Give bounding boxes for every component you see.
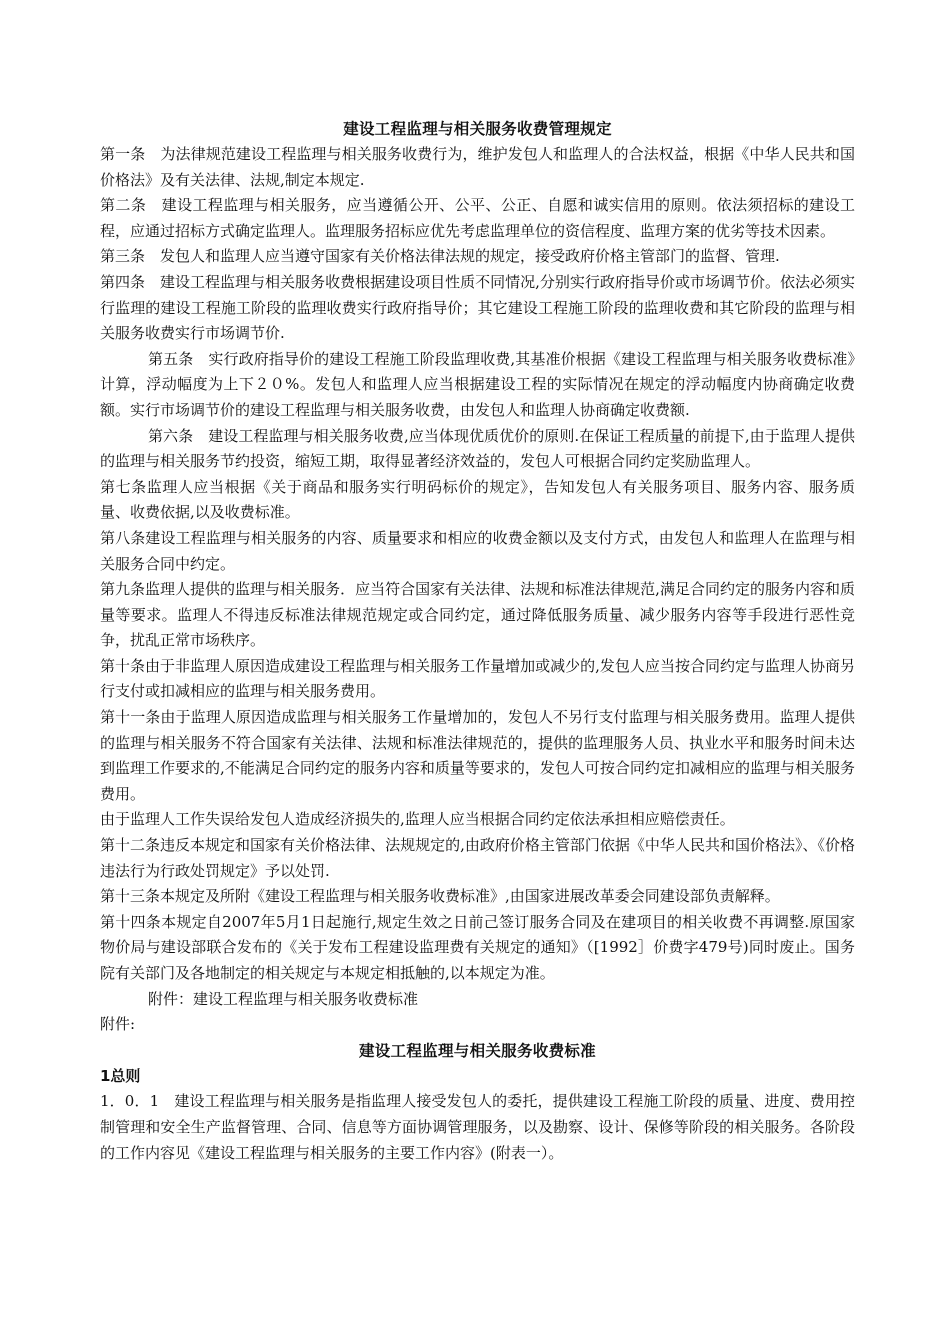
section-title: 1总则 [100,1066,141,1085]
article-5: 第五条 实行政府指导价的建设工程施工阶段监理收费,其基准价根据《建设工程监理与相关服务收费标准》计算，浮动幅度为上下２０%。发包人和监理人应当根据建设工程的实际情况在规定的浮动幅度内协商确定收费额。实行市场调节价的建设工程监理与相关服务收费，由发包人和监理人协商确定收费额. [100,349,855,419]
article-11: 第十一条由于监理人原因造成监理与相关服务工作量增加的，发包人不另行支付监理与相关服务费用。监理人提供的监理与相关服务不符合国家有关法律、法规和标准法律规范的，提供的监理服务人员、执业水平和服务时间未达到监理工作要求的,不能满足合同约定的服务内容和质量等要求的，发包人可按合同约定扣减相应的监理与相关服务费用。 [100,708,855,803]
article-4: 第四条 建设工程监理与相关服务收费根据建设项目性质不同情况,分别实行政府指导价或市场调节价。依法必须实行监理的建设工程施工阶段的监理收费实行政府指导价；其它建设工程施工阶段的监理收费和其它阶段的监理与相关服务收费实行市场调节价. [100,272,855,343]
attachment-label: 附件: [100,1015,136,1034]
article-2: 第二条 建设工程监理与相关服务，应当遵循公开、公平、公正、自愿和诚实信用的原则。依法须招标的建设工程，应通过招标方式确定监理人。监理服务招标应优先考虑监理单位的资信程度、监理方案的优劣等技术因素。 [100,196,855,240]
article-6: 第六条 建设工程监理与相关服务收费,应当体现优质优价的原则.在保证工程质量的前提下,由于监理人提供的监理与相关服务节约投资，缩短工期，取得显著经济效益的，发包人可根据合同约定奖励监理人。 [100,426,855,471]
article-9: 第九条监理人提供的监理与相关服务．应当符合国家有关法律、法规和标准法律规范,满足合同约定的服务内容和质量等要求。监理人不得违反标准法律规范规定或合同约定，通过降低服务质量、减少服务内容等手段进行恶性竞争，扰乱正常市场秩序。 [100,580,855,650]
standard-subtitle: 建设工程监理与相关服务收费标准 [358,1041,596,1060]
article-3: 第三条 发包人和监理人应当遵守国家有关价格法律法规的规定，接受政府价格主管部门的监督、管理. [100,247,780,266]
article-8: 第八条建设工程监理与相关服务的内容、质量要求和相应的收费金额以及支付方式，由发包人和监理人在监理与相关服务合同中约定。 [100,528,855,573]
section-paragraph: 1．0．1 建设工程监理与相关服务是指监理人接受发包人的委托，提供建设工程施工阶段的质量、进度、费用控制管理和安全生产监督管理、合同、信息等方面协调管理服务，以及勘察、设计、保修等阶段的相关服务。各阶段的工作内容见《建设工程监理与相关服务的主要工作内容》(附表一）。 [100,1092,855,1162]
document-title: 建设工程监理与相关服务收费管理规定 [343,120,612,138]
article-1: 第一条 为法律规范建设工程监理与相关服务收费行为，维护发包人和监理人的合法权益，根据《中华人民共和国价格法》及有关法律、法规,制定本规定. [100,145,855,189]
article-12: 第十二条违反本规定和国家有关价格法律、法规规定的,由政府价格主管部门依据《中华人民共和国价格法》、《价格违法行为行政处罚规定》予以处罚. [100,836,855,880]
article-11-supplement: 由于监理人工作失误给发包人造成经济损失的,监理人应当根据合同约定依法承担相应赔偿责任。 [100,810,735,829]
attachment-line: 附件：建设工程监理与相关服务收费标准 [148,989,419,1008]
article-14: 第十四条本规定自2007年5月1日起施行,规定生效之日前己签订服务合同及在建项目的相关收费不再调整.原国家物价局与建设部联合发布的《关于发布工程建设监理费有关规定的通知》（[1992］价费字479号)同时废止。国务院有关部门及各地制定的相关规定与本规定相抵触的,以本规定为准。 [100,912,855,982]
document-page [100,116,855,1166]
article-13: 第十三条本规定及所附《建设工程监理与相关服务收费标准》,由国家进展改革委会同建设部负责解释。 [100,887,780,906]
article-7: 第七条监理人应当根据《关于商品和服务实行明码标价的规定》，告知发包人有关服务项目、服务内容、服务质量、收费依据,以及收费标准。 [100,477,855,522]
article-10: 第十条由于非监理人原因造成建设工程监理与相关服务工作量增加或减少的,发包人应当按合同约定与监理人协商另行支付或扣减相应的监理与相关服务费用。 [100,656,855,701]
